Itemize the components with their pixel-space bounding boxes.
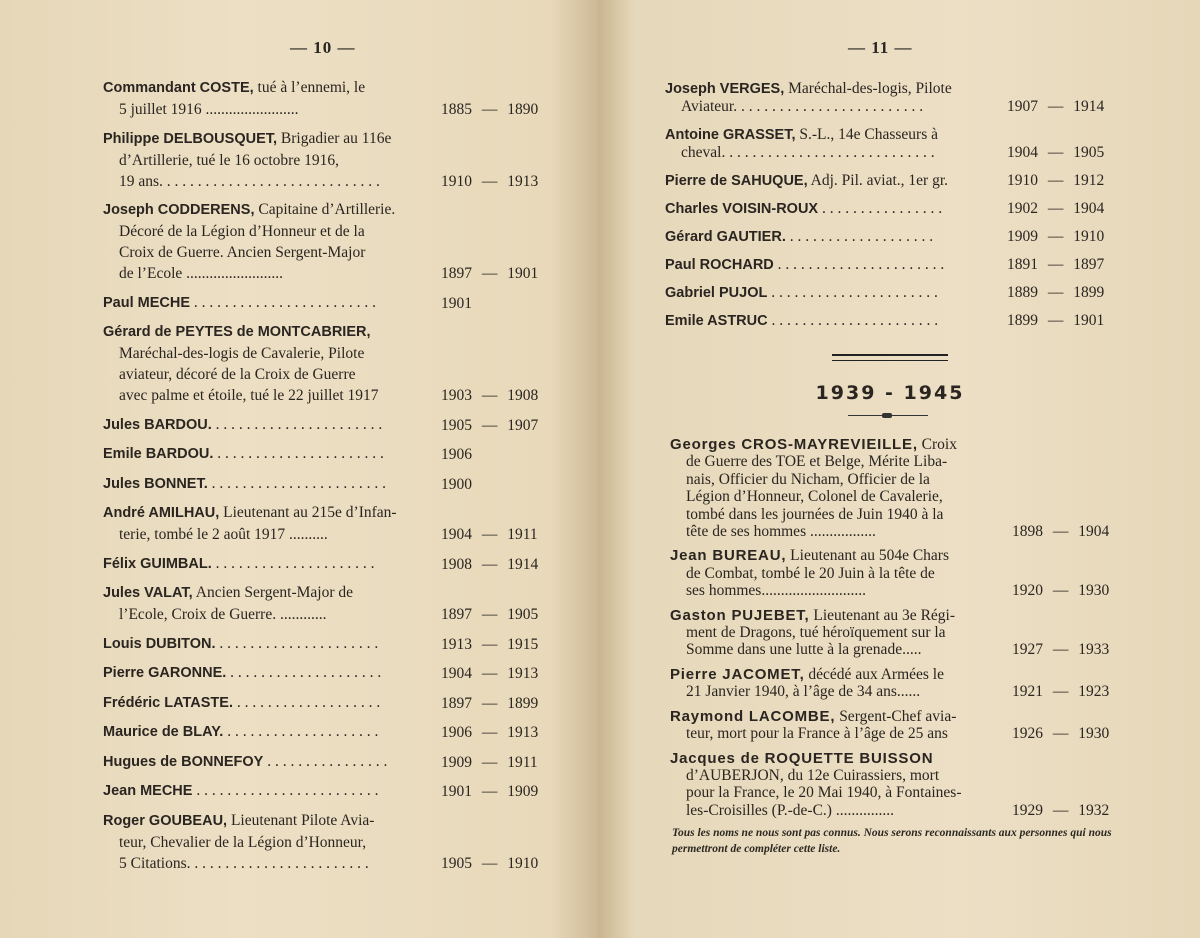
entry-text	[103, 780, 425, 802]
entry-line: Décoré de la Légion d’Honneur et de la	[119, 223, 365, 240]
alumni-list-left	[103, 77, 538, 881]
entry-text	[665, 284, 987, 302]
footnote: Tous les noms ne nous sont pas connus. Nous serons reconnaissants aux personnes qui nous permettront de compléter cette liste.	[672, 827, 1112, 855]
entry-name: Pierre JACOMET,	[670, 665, 805, 683]
entry-line: 5 Citations. . . . . . . . . . . . . . . . . . . . . . . .	[119, 854, 369, 872]
entry-years: 1926 — 1930	[1012, 725, 1110, 743]
entry-text	[103, 473, 425, 495]
list-entry	[103, 77, 538, 120]
entry-description: Sergent-Chef avia-	[839, 707, 957, 725]
ornament-divider	[848, 415, 928, 416]
entry-years: 1927 — 1933	[1012, 641, 1110, 659]
entry-line: 19 ans. . . . . . . . . . . . . . . . . . . . . . . . . . . . .	[119, 172, 380, 190]
entry-text	[103, 502, 425, 545]
entry-name: Antoine GRASSET,	[665, 127, 796, 143]
list-entry	[103, 292, 538, 314]
entry-text	[665, 126, 987, 162]
entry-text	[103, 292, 425, 314]
entry-description: . . . . . . . . . . . . . . . . . . .	[236, 693, 381, 711]
entry-line: teur, Chevalier de la Légion d’Honneur,	[119, 833, 367, 851]
entry-years: 1909 — 1911	[441, 753, 538, 771]
list-entry	[103, 553, 538, 575]
entry-line: Maréchal-des-logis de Cavalerie, Pilote	[119, 345, 365, 362]
entry-years: 1910 — 1913	[441, 172, 539, 190]
entry-line: tête de ses hommes .................	[686, 523, 876, 541]
entry-text	[670, 750, 1000, 820]
entry-text	[665, 228, 987, 246]
entry-text	[670, 547, 1000, 599]
entry-years: 1889 — 1899	[1007, 284, 1105, 301]
entry-text	[103, 128, 425, 192]
entry-name: Gaston PUJEBET,	[670, 606, 810, 624]
entry-text	[103, 692, 425, 714]
entry-line	[103, 780, 425, 802]
entry-name: Charles VOISIN-ROUX	[665, 201, 819, 217]
entry-line	[103, 662, 425, 684]
list-entry	[665, 200, 1104, 218]
entry-years: 1920 — 1930	[1012, 582, 1110, 600]
page-number: — 10 —	[290, 38, 356, 57]
entry-name: Frédéric LATASTE.	[103, 694, 233, 711]
entry-name: Emile ASTRUC	[665, 313, 768, 329]
entry-description: Capitaine d’Artillerie.	[258, 201, 396, 218]
entry-years: 1913 — 1915	[441, 635, 539, 653]
entry-line	[103, 199, 425, 221]
entry-text	[103, 721, 425, 743]
entry-line	[665, 200, 987, 218]
entry-description: Lieutenant Pilote Avia-	[230, 811, 375, 829]
entry-line	[670, 436, 1000, 453]
entry-years: 1904 — 1913	[441, 665, 539, 682]
entry-description: . . . . . . . . . . . . . . . . . . . . . .	[771, 312, 939, 329]
entry-text	[103, 751, 425, 773]
entry-line: ses hommes...........................	[686, 582, 866, 600]
entry-years: 1929 — 1932	[1012, 801, 1110, 819]
entry-name: Philippe DELBOUSQUET,	[103, 130, 278, 147]
entry-text	[665, 312, 987, 330]
entry-description: . . . . . . . . . . . . . . . . . . . . .	[219, 634, 379, 652]
entry-line	[665, 228, 987, 246]
entry-description: . . . . . . . . . . . . . . . . . . . . . .	[215, 415, 383, 433]
list-entry	[103, 582, 538, 625]
entry-text	[103, 633, 425, 655]
entry-text	[103, 321, 425, 406]
entry-description: . . . . . . . . . . . . . . . . . . . . . .	[771, 284, 938, 301]
entry-years: 1898 — 1904	[1012, 523, 1110, 541]
entry-line	[103, 473, 425, 495]
list-entry	[665, 172, 1104, 190]
entry-description: . . . . . . . . . . . . . . . . . . . . . .	[217, 445, 384, 462]
entry-text	[103, 414, 425, 436]
entry-text	[665, 172, 987, 190]
entry-years: 1910 — 1912	[1007, 172, 1105, 189]
list-entry	[103, 692, 538, 714]
entry-line: Somme dans une lutte à la grenade.....	[686, 641, 922, 659]
entry-line	[103, 553, 425, 575]
entry-line: 21 Janvier 1940, à l’âge de 34 ans......	[686, 683, 921, 701]
list-entry	[103, 502, 538, 545]
entry-text	[103, 810, 425, 874]
entry-line	[665, 256, 987, 274]
entry-line	[103, 443, 425, 465]
list-entry	[670, 436, 1109, 540]
entry-line	[103, 810, 425, 832]
list-entry	[103, 633, 538, 655]
entry-description: . . . . . . . . . . . . . . . . . . . .	[230, 664, 382, 681]
entry-line	[103, 292, 425, 314]
list-entry	[670, 750, 1109, 820]
entry-years: 1907 — 1914	[1007, 98, 1105, 115]
entry-line: pour la France, le 20 Mai 1940, à Fontaines-	[686, 784, 962, 802]
entry-name: Paul ROCHARD	[665, 257, 774, 273]
entry-years: 1901	[441, 294, 472, 312]
entry-years: 1909 — 1910	[1007, 228, 1105, 245]
entry-name: Félix GUIMBAL.	[103, 555, 212, 572]
entry-name: Gabriel PUJOL	[665, 285, 768, 301]
entry-line	[670, 708, 1000, 725]
list-entry	[103, 473, 538, 495]
entry-description: . . . . . . . . . . . . . . . . . . .	[789, 228, 934, 245]
entry-description: Lieutenant au 3e Régi-	[813, 606, 956, 624]
entry-line: les-Croisilles (P.-de-C.) ...............	[686, 801, 894, 819]
entry-text	[665, 80, 987, 116]
entry-description: décédé aux Armées le	[808, 665, 944, 683]
list-entry	[670, 708, 1109, 743]
entry-line: de l’Ecole .........................	[119, 265, 284, 282]
entry-description: . . . . . . . . . . . . . . . . . . . . . . . .	[196, 782, 379, 799]
entry-years: 1906	[441, 446, 472, 463]
entry-line	[103, 582, 425, 604]
entry-line: Légion d’Honneur, Colonel de Cavalerie,	[686, 488, 943, 506]
entry-text	[665, 200, 987, 218]
entry-line: aviateur, décoré de la Croix de Guerre	[119, 366, 356, 383]
entry-line: teur, mort pour la France à l’âge de 25 ans	[686, 725, 948, 743]
entry-text	[103, 662, 425, 684]
entry-line	[103, 692, 425, 714]
entry-description: Lieutenant au 504e Chars	[790, 547, 949, 565]
list-entry	[103, 810, 538, 874]
entry-line: ment de Dragons, tué héroïquement sur la	[686, 624, 946, 642]
section-divider	[832, 354, 948, 361]
entry-line	[665, 80, 987, 98]
entry-years: 1900	[441, 475, 472, 493]
entry-years: 1908 — 1914	[441, 555, 539, 573]
entry-line: tombé dans les journées de Juin 1940 à la	[686, 505, 944, 523]
list-entry	[670, 666, 1109, 701]
entry-line	[103, 721, 425, 743]
entry-line: Aviateur. . . . . . . . . . . . . . . . . . . . . . . . .	[681, 98, 924, 115]
entry-description: . . . . . . . . . . . . . . . .	[267, 752, 388, 770]
entry-text	[103, 553, 425, 575]
list-entry	[670, 547, 1109, 599]
entry-line: Croix de Guerre. Ancien Sergent-Major	[119, 244, 366, 261]
entry-description: . . . . . . . . . . . . . . . . . . . . . . .	[211, 474, 386, 492]
entry-years: 1905 — 1910	[441, 854, 539, 872]
entry-name: Hugues de BONNEFOY	[103, 753, 264, 770]
entry-text	[103, 582, 425, 625]
list-entry	[103, 721, 538, 743]
entry-name: Roger GOUBEAU,	[103, 812, 228, 829]
entry-name: Georges CROS-MAYREVIEILLE,	[670, 436, 918, 453]
entry-description: . . . . . . . . . . . . . . . . . . . . .	[215, 554, 375, 572]
entry-name: André AMILHAU,	[103, 505, 220, 521]
entry-years: 1897 — 1905	[441, 606, 539, 623]
entry-description: S.-L., 14e Chasseurs à	[799, 126, 939, 143]
entry-line	[103, 633, 425, 655]
entry-line: d’Artillerie, tué le 16 octobre 1916,	[119, 151, 339, 169]
entry-line	[670, 607, 1000, 624]
entry-line	[103, 77, 425, 99]
entry-description: . . . . . . . . . . . . . . . . . . . .	[227, 723, 379, 740]
entry-years: 1885 — 1890	[441, 101, 539, 118]
entry-description: . . . . . . . . . . . . . . . .	[821, 200, 943, 217]
entry-description: Lieutenant au 215e d’Infan-	[223, 504, 397, 521]
list-entry	[665, 126, 1104, 162]
entry-line: cheval. . . . . . . . . . . . . . . . . . . . . . . . . . . .	[681, 144, 935, 161]
page-number: — 11 —	[848, 38, 913, 57]
entry-name: Pierre GARONNE.	[103, 665, 227, 681]
alumni-list-1939-1945	[670, 436, 1109, 826]
entry-line	[670, 750, 1000, 767]
entry-years: 1897 — 1899	[441, 694, 539, 712]
entry-years: 1891 — 1897	[1007, 256, 1105, 273]
list-entry	[103, 751, 538, 773]
entry-years: 1897 — 1901	[441, 265, 539, 282]
entry-description: tué à l’ennemi, le	[257, 79, 366, 96]
section-title: 1939 - 1945	[815, 382, 965, 404]
entry-line: nais, Officier du Nicham, Officier de la	[686, 470, 930, 488]
entry-text	[670, 708, 1000, 743]
entry-line	[103, 502, 425, 524]
entry-text	[665, 256, 987, 274]
list-entry	[103, 321, 538, 406]
entry-description: . . . . . . . . . . . . . . . . . . . . . .	[777, 256, 945, 273]
entry-years: 1901 — 1909	[441, 783, 539, 800]
entry-line	[665, 284, 987, 302]
entry-name: Louis DUBITON.	[103, 635, 216, 652]
entry-line: d’AUBERJON, du 12e Cuirassiers, mort	[686, 766, 940, 784]
entry-line	[103, 321, 425, 343]
entry-years: 1904 — 1911	[441, 526, 538, 543]
entry-line: 5 juillet 1916 ........................	[119, 101, 299, 118]
entry-name: Joseph VERGES,	[665, 81, 785, 97]
list-entry	[103, 128, 538, 192]
entry-name: Jean MECHE	[103, 783, 193, 799]
entry-text	[670, 666, 1000, 701]
entry-text	[103, 443, 425, 465]
entry-line	[103, 128, 425, 150]
entry-line	[665, 172, 987, 190]
entry-line: de Combat, tombé le 20 Juin à la tête de	[686, 564, 935, 582]
entry-line: l’Ecole, Croix de Guerre. ............	[119, 606, 327, 623]
entry-line	[103, 414, 425, 436]
entry-name: Commandant COSTE,	[103, 80, 254, 96]
list-entry	[103, 662, 538, 684]
entry-name: Raymond LACOMBE,	[670, 707, 836, 725]
entry-text	[670, 607, 1000, 659]
list-entry	[103, 199, 538, 284]
list-entry	[103, 414, 538, 436]
entry-name: Jules BONNET.	[103, 475, 208, 492]
entry-description: Brigadier au 116e	[280, 129, 392, 147]
list-entry	[665, 228, 1104, 246]
list-entry	[103, 443, 538, 465]
entry-name: Pierre de SAHUQUE,	[665, 173, 808, 189]
list-entry	[665, 256, 1104, 274]
entry-name: Jacques de ROQUETTE BUISSON	[670, 749, 934, 767]
entry-name: Paul MECHE	[103, 294, 191, 311]
entry-name: Gérard de PEYTES de MONTCABRIER,	[103, 324, 371, 340]
entry-text	[103, 199, 425, 284]
entry-line	[103, 751, 425, 773]
entry-name: Jean BUREAU,	[670, 547, 787, 565]
list-entry	[103, 780, 538, 802]
entry-years: 1906 — 1913	[441, 724, 539, 741]
entry-name: Maurice de BLAY.	[103, 724, 224, 740]
list-entry	[665, 80, 1104, 116]
entry-text	[103, 77, 425, 120]
list-entry	[665, 284, 1104, 302]
entry-years: 1905 — 1907	[441, 416, 539, 434]
entry-name: Jules VALAT,	[103, 585, 193, 601]
entry-line	[665, 312, 987, 330]
entry-name: Gérard GAUTIER.	[665, 229, 786, 245]
list-entry	[665, 312, 1104, 330]
entry-line	[665, 126, 987, 144]
entry-name: Joseph CODDERENS,	[103, 202, 255, 218]
entry-name: Jules BARDOU.	[103, 416, 212, 433]
list-entry	[670, 607, 1109, 659]
entry-description: Croix	[921, 436, 957, 453]
entry-text	[670, 436, 1000, 540]
entry-years: 1903 — 1908	[441, 387, 539, 404]
entry-years: 1902 — 1904	[1007, 200, 1105, 217]
entry-years: 1899 — 1901	[1007, 312, 1105, 329]
entry-description: Ancien Sergent-Major de	[195, 584, 353, 601]
entry-description: Maréchal-des-logis, Pilote	[788, 80, 952, 97]
entry-line: de Guerre des TOE et Belge, Mérite Liba-	[686, 453, 948, 471]
entry-description: . . . . . . . . . . . . . . . . . . . . . . . .	[193, 293, 377, 311]
entry-line: terie, tombé le 2 août 1917 ..........	[119, 526, 328, 543]
entry-line: avec palme et étoile, tué le 22 juillet 1917	[119, 387, 379, 404]
entry-years: 1904 — 1905	[1007, 144, 1105, 161]
entry-line	[670, 666, 1000, 683]
entry-years: 1921 — 1923	[1012, 683, 1110, 701]
entry-description: Adj. Pil. aviat., 1er gr.	[810, 172, 948, 189]
alumni-list-right	[665, 80, 1104, 340]
entry-name: Emile BARDOU.	[103, 446, 214, 462]
entry-line	[670, 547, 1000, 564]
